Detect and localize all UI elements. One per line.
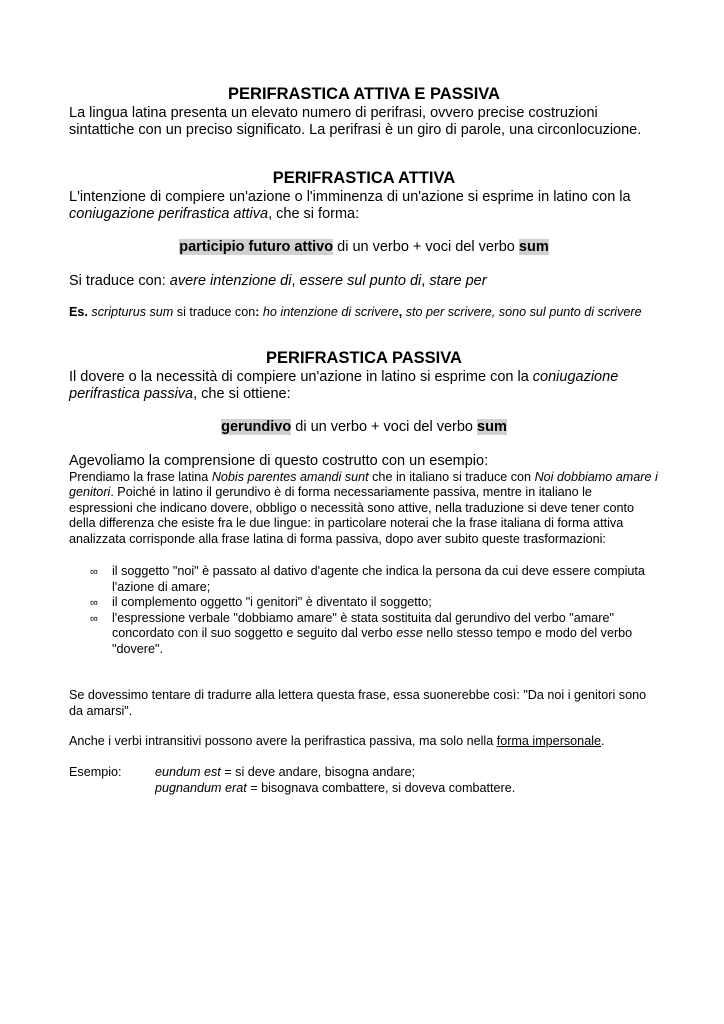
list-item: ∞ il complemento oggetto "i genitori" è diventato il soggetto; bbox=[69, 595, 659, 611]
tradurre-paragraph: Se dovessimo tentare di tradurre alla lettera questa frase, essa suonerebbe così: "Da noi i genitori sono da amarsi". bbox=[69, 688, 647, 718]
highlight-sum: sum bbox=[518, 239, 549, 255]
highlight-gerundivo: gerundivo bbox=[221, 418, 292, 435]
passiva-definition: Il dovere o la necessità di compiere un'azione in latino si esprime con la coniugazione perifrastica passiva, che si ottiene: bbox=[69, 368, 619, 402]
esempio-block bbox=[69, 764, 659, 796]
attiva-traduzione: Si traduce con: avere intenzione di, essere sul punto di, stare per bbox=[69, 273, 487, 289]
esempio-row: pugnandum erat = bisognava combattere, si doveva combattere. bbox=[155, 780, 516, 795]
passiva-example-paragraph: Prendiamo la frase latina Nobis parentes amandi sunt che in italiano si traduce con Noi dobbiamo amare i genitori. Poiché in latino il gerundivo è di forma necessariamente passiva, mentre in italiano le espressioni che indicano dovere, obbligo o necessità sono attive, nella traduzione si deve tener conto della differenza che esiste fra le due lingue: in particolare noterai che la frase italiana di forma attiva analizzata corrisponde alla frase latina di forma passiva, dopo aver subito queste trasformazioni: bbox=[69, 469, 658, 546]
infinity-bullet-icon: ∞ bbox=[90, 566, 98, 578]
intransitivi-paragraph: Anche i verbi intransitivi possono avere la perifrastica passiva, ma solo nella forma impersonale. bbox=[69, 734, 605, 748]
heading-perifrastica-passiva: PERIFRASTICA PASSIVA bbox=[266, 348, 462, 367]
agevoliamo-line: Agevoliamo la comprensione di questo costrutto con un esempio: bbox=[69, 452, 489, 469]
list-item: ∞ il soggetto "noi" è passato al dativo d'agente che indica la persona da cui deve essere compiuta l'azione di amare; bbox=[90, 564, 645, 594]
esempio-label: Esempio: bbox=[69, 764, 122, 779]
attiva-esempio: Es. scripturus sum si traduce con: ho intenzione di scrivere, sto per scrivere, sono sul punto di scrivere bbox=[69, 305, 642, 319]
page-title: PERIFRASTICA ATTIVA E PASSIVA bbox=[228, 85, 500, 103]
highlight-participio: participio futuro attivo bbox=[179, 239, 334, 255]
document-content bbox=[69, 83, 659, 796]
passiva-formula: gerundivo di un verbo + voci del verbo sum bbox=[221, 418, 507, 435]
heading-perifrastica-attiva: PERIFRASTICA ATTIVA bbox=[272, 169, 456, 187]
transformations-list bbox=[69, 564, 659, 657]
intro-paragraph: La lingua latina presenta un elevato numero di perifrasi, ovvero precise costruzioni sintattiche con un preciso significato. La perifrasi è un giro di parole, una circonlocuzione. bbox=[69, 105, 642, 138]
infinity-bullet-icon: ∞ bbox=[90, 612, 98, 625]
attiva-formula: participio futuro attivo di un verbo + voci del verbo sum bbox=[179, 239, 549, 255]
esempio-row: Esempio: eundum est = si deve andare, bisogna andare; bbox=[69, 764, 416, 779]
list-item: ∞ l'espressione verbale "dobbiamo amare" è stata sostituita dal gerundivo del verbo "amare" concordato con il suo soggetto e seguito dal verbo esse nello stesso tempo e modo del verbo "dovere". bbox=[90, 610, 633, 656]
attiva-definition: L'intenzione di compiere un'azione o l'imminenza di un'azione si esprime in latino con la coniugazione perifrastica attiva, che si forma: bbox=[69, 189, 631, 222]
highlight-sum: sum bbox=[477, 418, 507, 435]
infinity-bullet-icon: ∞ bbox=[90, 597, 98, 609]
